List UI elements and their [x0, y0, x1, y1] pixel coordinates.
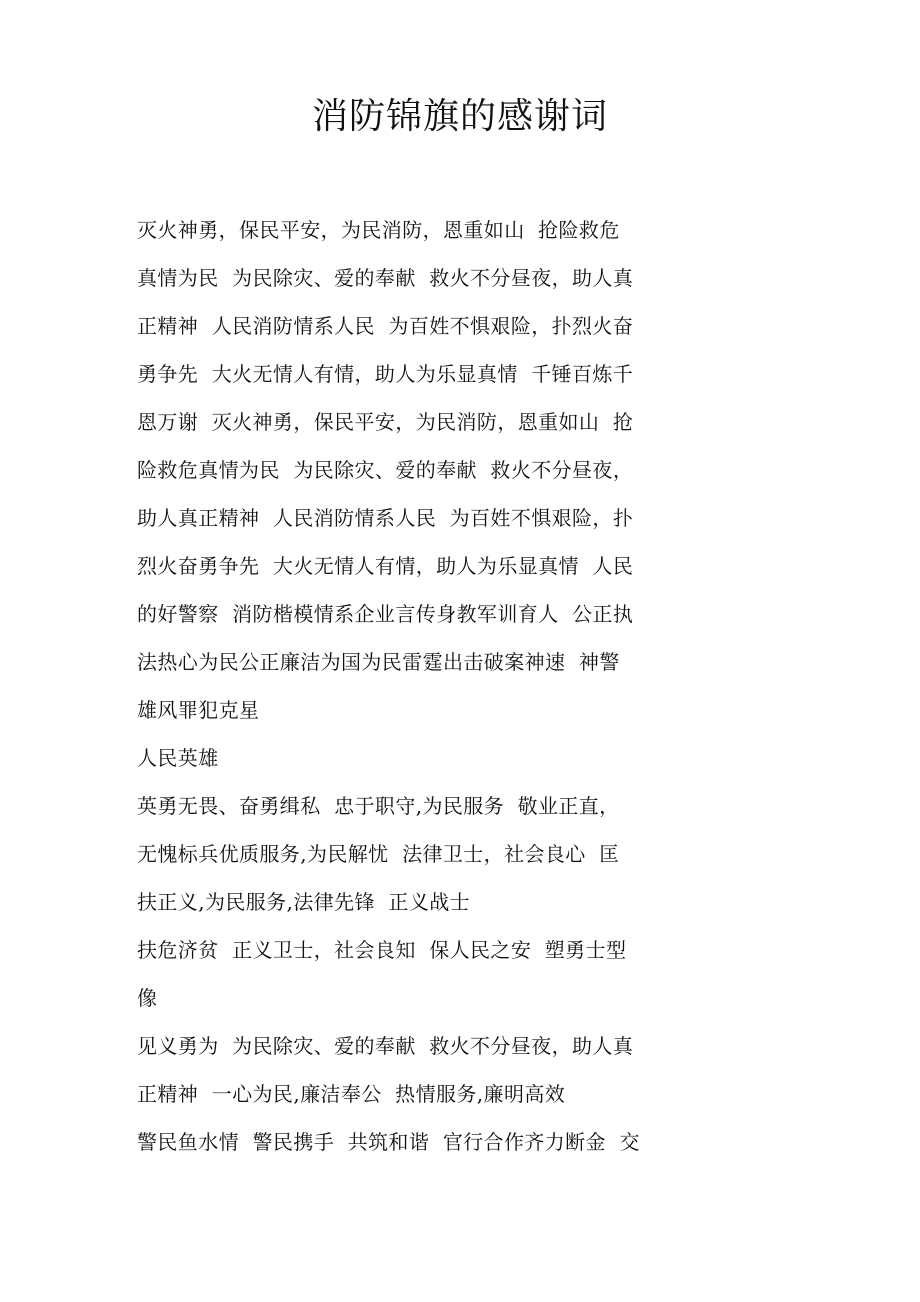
text-line: 灭火神勇，保民平安，为民消防，恩重如山 抢险救危: [137, 218, 620, 242]
text-line: 见义勇为 为民除灾、爱的奉献 救火不分昼夜，助人真: [137, 1034, 634, 1058]
text-line: 险救危真情为民 为民除灾、爱的奉献 救火不分昼夜，: [137, 458, 634, 482]
text-line: 真情为民 为民除灾、爱的奉献 救火不分昼夜，助人真: [137, 266, 634, 290]
text-line: 英勇无畏、奋勇缉私 忠于职守,为民服务 敬业正直，: [137, 794, 620, 818]
section-heading: 人民英雄: [137, 746, 219, 770]
text-line: 法热心为民公正廉洁为国为民雷霆出击破案神速 神警: [137, 650, 620, 674]
text-line: 扶危济贫 正义卫士，社会良知 保人民之安 塑勇士型: [137, 938, 627, 962]
text-line: 勇争先 大火无情人有情，助人为乐显真情 千锤百炼千: [137, 362, 634, 386]
text-line: 助人真正精神 人民消防情系人民 为百姓不惧艰险，扑: [137, 506, 634, 530]
text-line: 正精神 人民消防情系人民 为百姓不惧艰险，扑烈火奋: [137, 314, 634, 338]
text-line: 的好警察 消防楷模情系企业言传身教军训育人 公正执: [137, 602, 634, 626]
text-line: 正精神 一心为民,廉洁奉公 热情服务,廉明高效: [137, 1082, 566, 1106]
document-body: [137, 206, 667, 1166]
document-title: 消防锦旗的感谢词: [311, 96, 608, 137]
text-line: 雄风罪犯克星: [137, 698, 260, 722]
text-line: 警民鱼水情 警民携手 共筑和谐 官行合作齐力断金 交: [137, 1130, 640, 1154]
text-line: 恩万谢 灭火神勇，保民平安，为民消防，恩重如山 抢: [137, 410, 634, 434]
text-line: 无愧标兵优质服务,为民解忧 法律卫士，社会良心 匡: [137, 842, 620, 866]
text-line: 像: [137, 986, 158, 1010]
text-line: 扶正义,为民服务,法律先锋 正义战士: [137, 890, 471, 914]
text-line: 烈火奋勇争先 大火无情人有情，助人为乐显真情 人民: [137, 554, 634, 578]
